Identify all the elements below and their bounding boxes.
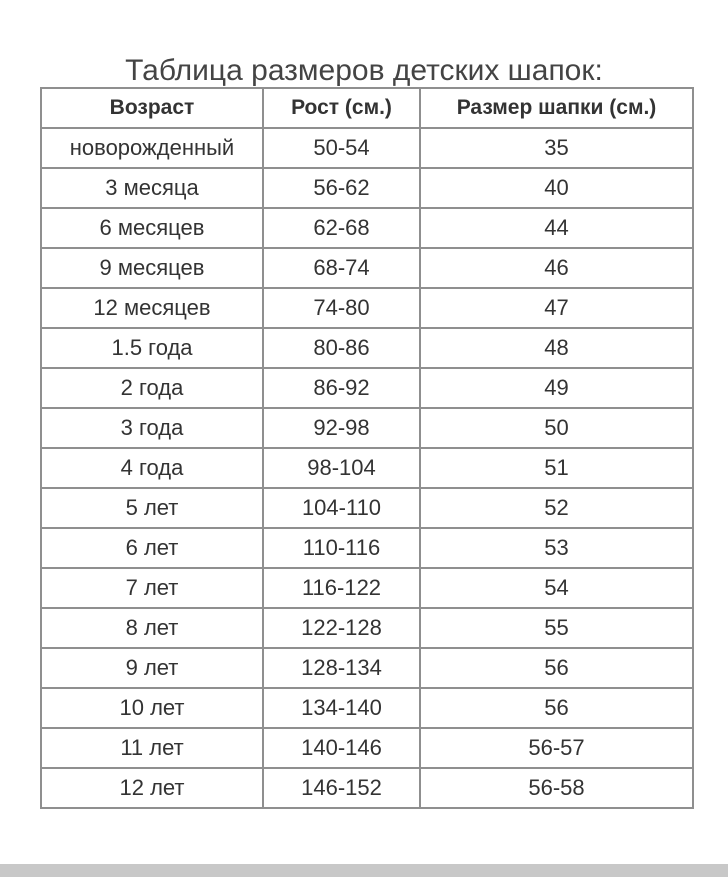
- cell-height: 56-62: [263, 168, 420, 208]
- cell-height: 68-74: [263, 248, 420, 288]
- cell-hat-size: 56-57: [420, 728, 693, 768]
- cell-height: 74-80: [263, 288, 420, 328]
- cell-height: 104-110: [263, 488, 420, 528]
- cell-height: 110-116: [263, 528, 420, 568]
- bottom-divider-bar: [0, 864, 728, 877]
- table-row: [41, 768, 693, 808]
- table-row: [41, 488, 693, 528]
- table-row: [41, 728, 693, 768]
- cell-hat-size: 51: [420, 448, 693, 488]
- cell-age: новорожденный: [41, 128, 263, 168]
- table-row: [41, 568, 693, 608]
- table-row: [41, 408, 693, 448]
- cell-age: 5 лет: [41, 488, 263, 528]
- cell-hat-size: 40: [420, 168, 693, 208]
- table-row: [41, 448, 693, 488]
- table-row: [41, 528, 693, 568]
- cell-hat-size: 48: [420, 328, 693, 368]
- cell-hat-size: 56: [420, 688, 693, 728]
- cell-age: 1.5 года: [41, 328, 263, 368]
- cell-hat-size: 54: [420, 568, 693, 608]
- cell-height: 140-146: [263, 728, 420, 768]
- cell-hat-size: 47: [420, 288, 693, 328]
- cell-hat-size: 35: [420, 128, 693, 168]
- header-height: Рост (см.): [263, 88, 420, 128]
- table-row: [41, 328, 693, 368]
- cell-height: 134-140: [263, 688, 420, 728]
- header-age: Возраст: [41, 88, 263, 128]
- cell-age: 12 месяцев: [41, 288, 263, 328]
- cell-age: 6 месяцев: [41, 208, 263, 248]
- cell-height: 116-122: [263, 568, 420, 608]
- cell-height: 80-86: [263, 328, 420, 368]
- table-row: [41, 248, 693, 288]
- cell-age: 3 года: [41, 408, 263, 448]
- hat-size-table: [40, 87, 694, 809]
- cell-hat-size: 55: [420, 608, 693, 648]
- cell-age: 12 лет: [41, 768, 263, 808]
- cell-hat-size: 46: [420, 248, 693, 288]
- cell-height: 146-152: [263, 768, 420, 808]
- cell-age: 3 месяца: [41, 168, 263, 208]
- cell-height: 62-68: [263, 208, 420, 248]
- cell-hat-size: 53: [420, 528, 693, 568]
- table-row: [41, 648, 693, 688]
- cell-age: 10 лет: [41, 688, 263, 728]
- cell-height: 128-134: [263, 648, 420, 688]
- cell-age: 7 лет: [41, 568, 263, 608]
- cell-hat-size: 50: [420, 408, 693, 448]
- table-row: [41, 208, 693, 248]
- cell-hat-size: 56: [420, 648, 693, 688]
- cell-height: 86-92: [263, 368, 420, 408]
- cell-age: 9 месяцев: [41, 248, 263, 288]
- page-title: Таблица размеров детских шапок:: [125, 54, 603, 88]
- cell-hat-size: 49: [420, 368, 693, 408]
- cell-height: 122-128: [263, 608, 420, 648]
- table-row: [41, 368, 693, 408]
- cell-height: 92-98: [263, 408, 420, 448]
- cell-hat-size: 56-58: [420, 768, 693, 808]
- table-row: [41, 128, 693, 168]
- table-header-row: [41, 88, 693, 128]
- cell-age: 9 лет: [41, 648, 263, 688]
- cell-hat-size: 52: [420, 488, 693, 528]
- cell-age: 4 года: [41, 448, 263, 488]
- cell-height: 50-54: [263, 128, 420, 168]
- cell-age: 6 лет: [41, 528, 263, 568]
- table-row: [41, 168, 693, 208]
- table-row: [41, 608, 693, 648]
- cell-age: 8 лет: [41, 608, 263, 648]
- cell-height: 98-104: [263, 448, 420, 488]
- header-hat-size: Размер шапки (см.): [420, 88, 693, 128]
- table-row: [41, 688, 693, 728]
- cell-hat-size: 44: [420, 208, 693, 248]
- table-row: [41, 288, 693, 328]
- cell-age: 11 лет: [41, 728, 263, 768]
- cell-age: 2 года: [41, 368, 263, 408]
